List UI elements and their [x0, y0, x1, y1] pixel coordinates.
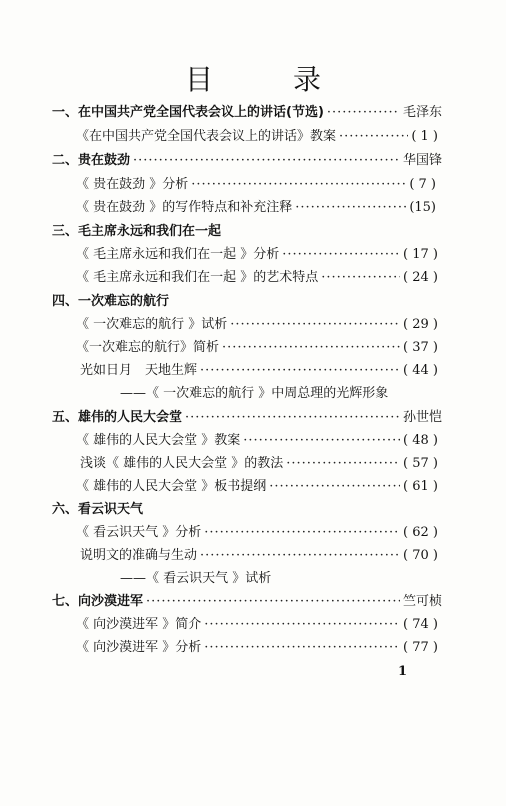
- toc-page-ref: ( 74 ): [403, 617, 438, 632]
- toc-entry: [80, 548, 438, 564]
- toc-entry: [76, 129, 438, 145]
- leader-dots: [204, 640, 400, 656]
- toc-author: 竺可桢: [402, 594, 442, 609]
- toc-entry: [76, 479, 438, 495]
- toc-section-title: 三、毛主席永远和我们在一起: [52, 224, 222, 239]
- toc-section-4: [52, 294, 169, 310]
- toc-entry: [76, 340, 438, 356]
- toc-page-ref: (15): [409, 200, 436, 215]
- toc-entry: [76, 270, 438, 286]
- leader-dots: [200, 363, 400, 379]
- leader-dots: [185, 410, 400, 426]
- leader-dots: [286, 456, 400, 472]
- toc-author: 孙世恺: [402, 410, 442, 425]
- toc-section-title: 四、一次难忘的航行: [52, 294, 170, 309]
- toc-page-ref: ( 17 ): [403, 247, 438, 262]
- toc-entry-title: 光如日月 天地生辉: [80, 363, 198, 378]
- leader-dots: [230, 317, 400, 333]
- toc-entry: [76, 177, 436, 193]
- toc-entry-title: 《 雄伟的人民大会堂 》教案: [76, 433, 241, 448]
- toc-section-title: 五、雄伟的人民大会堂: [52, 410, 183, 425]
- toc-entry-title: 《 看云识天气 》分析: [76, 525, 202, 540]
- toc-author: 毛泽东: [402, 105, 442, 120]
- toc-page-ref: ( 24 ): [403, 270, 438, 285]
- leader-dots: [243, 433, 400, 449]
- toc-page-ref: ( 57 ): [403, 456, 438, 471]
- toc-section-title: 七、向沙漠进军: [52, 594, 144, 609]
- toc-subtitle: ——《 看云识天气 》试析: [120, 571, 272, 586]
- toc-entry-title: 浅谈《 雄伟的人民大会堂 》的教法: [80, 456, 284, 471]
- toc-entry-title: 《 毛主席永远和我们在一起 》的艺术特点: [76, 270, 319, 285]
- toc-section-title: 二、贵在鼓劲: [52, 153, 131, 168]
- leader-dots: [204, 525, 400, 541]
- page-title: 目 录: [184, 63, 347, 96]
- leader-dots: [327, 105, 400, 121]
- leader-dots: [204, 617, 400, 633]
- toc-entry-title: 《在中国共产党全国代表会议上的讲话》教案: [76, 129, 337, 144]
- toc-section-7: [52, 594, 442, 610]
- toc-page-ref: ( 62 ): [403, 525, 438, 540]
- toc-entry-title: 说明文的准确与生动: [80, 548, 198, 563]
- toc-page-ref: ( 29 ): [403, 317, 438, 332]
- toc-page-ref: ( 61 ): [403, 479, 438, 494]
- toc-page-ref: ( 7 ): [409, 177, 436, 192]
- toc-section-2: [52, 153, 442, 169]
- toc-section-5: [52, 410, 442, 426]
- toc-entry: [76, 640, 438, 656]
- toc-entry-title: 《 一次难忘的航行 》试析: [76, 317, 228, 332]
- toc-author: 华国锋: [402, 153, 442, 168]
- toc-page-ref: ( 48 ): [403, 433, 438, 448]
- toc-section-6: [52, 502, 143, 518]
- leader-dots: [222, 340, 400, 356]
- toc-entry: [76, 433, 438, 449]
- toc-section-3: [52, 224, 221, 240]
- leader-dots: [269, 479, 400, 495]
- toc-section-title: 六、看云识天气: [52, 502, 144, 517]
- toc-page-ref: ( 70 ): [403, 548, 438, 563]
- toc-entry-title: 《 雄伟的人民大会堂 》板书提纲: [76, 479, 267, 494]
- toc-section-title: 一、在中国共产党全国代表会议上的讲话(节选): [52, 105, 324, 120]
- leader-dots: [282, 247, 400, 263]
- toc-entry: [76, 617, 438, 633]
- leader-dots: [200, 548, 400, 564]
- toc-entry-title: 《 贵在鼓劲 》的写作特点和补充注释: [76, 200, 293, 215]
- toc-section-1: [52, 105, 442, 121]
- leader-dots: [321, 270, 400, 286]
- toc-entry-title: 《 向沙漠进军 》简介: [76, 617, 202, 632]
- leader-dots: [146, 594, 400, 610]
- toc-entry: [76, 200, 436, 216]
- toc-entry: [80, 456, 438, 472]
- toc-entry: [80, 363, 438, 379]
- toc-entry-title: 《 贵在鼓劲 》分析: [76, 177, 189, 192]
- toc-subtitle: ——《 一次难忘的航行 》中周总理的光辉形象: [120, 386, 389, 401]
- toc-entry: [76, 317, 438, 333]
- toc-page-ref: ( 77 ): [403, 640, 438, 655]
- leader-dots: [295, 200, 406, 216]
- leader-dots: [339, 129, 408, 145]
- toc-entry-title: 《一次难忘的航行》简析: [76, 340, 220, 355]
- toc-page-ref: ( 37 ): [403, 340, 438, 355]
- toc-page-ref: ( 1 ): [411, 129, 438, 144]
- toc-page-ref: ( 44 ): [403, 363, 438, 378]
- leader-dots: [191, 177, 406, 193]
- toc-entry-title: 《 毛主席永远和我们在一起 》分析: [76, 247, 280, 262]
- toc-entry: [76, 525, 438, 541]
- toc-entry: [76, 247, 438, 263]
- page-number: 1: [398, 664, 408, 679]
- toc-entry-title: 《 向沙漠进军 》分析: [76, 640, 202, 655]
- leader-dots: [133, 153, 400, 169]
